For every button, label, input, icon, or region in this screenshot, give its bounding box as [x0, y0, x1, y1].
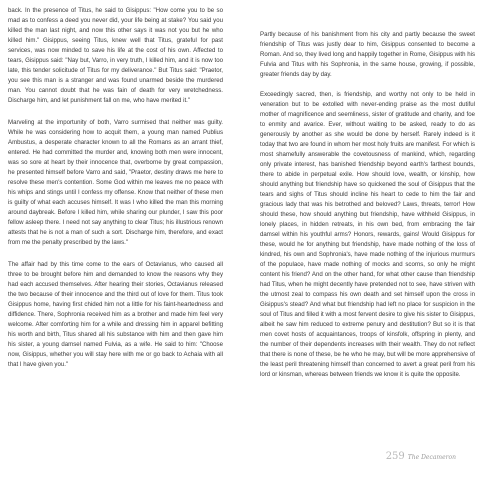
page-number: 259 — [385, 451, 405, 462]
book-title: The Decameron — [407, 454, 456, 461]
folio — [386, 452, 456, 462]
right-column — [260, 30, 475, 390]
paragraph: back. In the presence of Titus, he said to Gisippus: "How come you to be so mad as to confess a deed you never did, your life being at stake? You said you killed the man last night, and now this other says it was not you but he who killed him." Gisippus, seeing Titus, knew well that Titus, grateful for past services, was now minded to save his life at the cost of his own. Affected to tears, Gisippus said: "Nay but, Varro, in very truth, I killed him, and it is now too late, this tender solicitude of Titus for my deliverance." But Titus said: "Praetor, you see this man is a stranger and was found unarmed beside the murdered man. You cannot doubt that he was fain of death for very wretchedness. Discharge him, and let punishment fall on me, who have merited it." — [8, 7, 223, 104]
paragraph: Marveling at the importunity of both, Varro surmised that neither was guilty. While he was considering how to acquit them, a young man named Publius Ambustus, a desperate character known to all the Romans as an arrant thief, entered. He had committed the murder and, knowing both men were innocent, was so sore at heart by their innocence that, overborne by great compassion, he presented himself before Varro and said, "Praetor, destiny draws me here to resolve these men's contention. Some God within me leaves me no peace with his whips and stings until I confess my offense. Know that neither of these men is guilty of what each accuses himself. It was I who killed the man this morning around daybreak. Before I killed him, while sharing our plunder, I saw this poor fellow asleep there. I need not say anything to clear Titus; his illustrious renown attests that he is not a man of such a sort. Discharge him, therefore, and exact from me the penalty prescribed by the laws." — [8, 119, 223, 246]
paragraph: Exceedingly sacred, then, is friendship, and worthy not only to be held in veneration but to be extolled with never-ending praise as the most dutiful mother of magnificence and seemliness, sister of gratitude and charity, and foe to enmity and avarice. Ever, without waiting to be asked, ready to do as generously by another as she would be done by herself. Rarely indeed is it today that two are found in whom her most holy fruits are manifest. For which is most shamefully answerable the covetousness of mankind, which, regarding only private interest, has banished friendship beyond earth's farthest bounds, there to abide in perpetual exile. How should love, wealth, or kinship, how should anything but friendship have so quickened the soul of Gisippus that the tears and sighs of Titus should incline his heart to cede to him the fair and gracious lady that was his betrothed and beloved? Laws, threats, terror! How should these, how should anything but friendship, have withheld Gisippus, in lonely places, in hidden retreats, in his own bed, from embracing the fair damsel within his youthful arms? Honors, rewards, gains! Would Gisippus for these, would he for anything but friendship, have made nothing of the loss of kindred, his own and Sophronia's, have made nothing of the injurious murmurs of the populace, have made nothing of mocks and scorns, so only he might content his friend? And on the other hand, for what other cause than friendship had Titus, when he might decently have pretended not to see, have striven with the utmost zeal to compass his own death and set himself upon the cross in Gisippus's stead? And what but friendship had left no place for suspicion in the soul of Titus and filled it with a most fervent desire to give his sister to Gisippus, albeit he saw him reduced to extreme penury and destitution? But so it is that men covet hosts of acquaintances, troops of kinsfolk, offspring in plenty, and the number of their dependents increases with their wealth. They do not reflect that there is none of these, be he who he may, but will be more apprehensive of the least peril threatening himself than concerned to avert a great peril from his lord or kinsman, whereas between friends we know it is quite the opposite. — [260, 91, 475, 378]
paragraph: Partly because of his banishment from his city and partly because the sweet friendship of Titus was justly dear to him, Gisippus consented to become a Roman. And so, they lived long and happily together in Rome, Gisippus with his Fulvia and Titus with his Sophronia, in the same house, growing, if possible, greater friends day by day. — [260, 31, 475, 78]
paragraph: The affair had by this time come to the ears of Octavianus, who caused all three to be brought before him and demanded to know the reasons why they had each accused themselves. After hearing their stories, Octavianus released the two because of their innocence and the third out of love for them. Titus took Gisippus home, having first chided him not a little for his faint-heartedness and diffidence. There, Sophronia received him as a brother and made him feel very welcome. After comforting him for a while and dressing him in apparel befitting his worth and birth, Titus shared all his substance with him and then gave him his sister, a young damsel named Fulvia, as a wife. He said to him: "Choose now, Gisippus, whether you will stay here with me or go back to Achaia with all that I have given you." — [8, 261, 223, 368]
left-column — [8, 6, 223, 380]
